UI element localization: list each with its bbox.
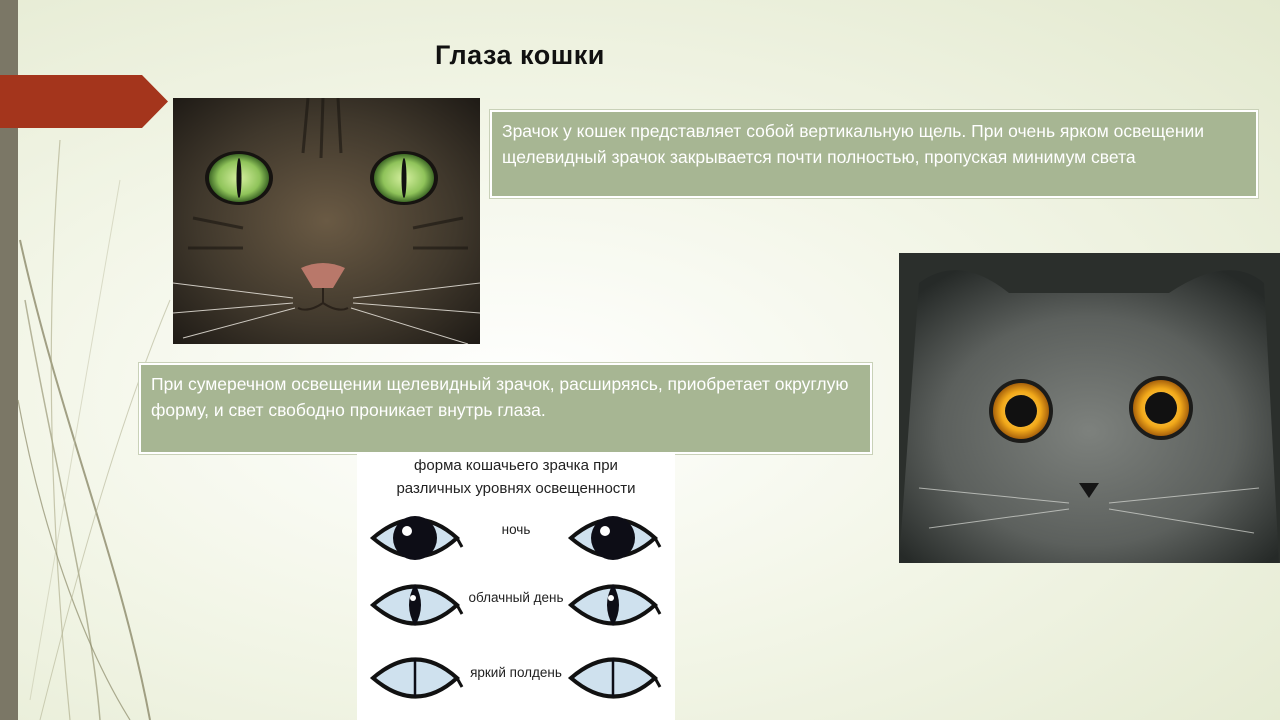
label-cloudy-day: облачный день xyxy=(468,590,564,605)
pupil-diagram xyxy=(357,452,675,720)
eye-night-left xyxy=(369,507,464,569)
tabby-cat-photo xyxy=(173,98,480,344)
bright-light-textbox: Зрачок у кошек представляет собой вертикальную щель. При очень ярком освещении щелевидный зрачок закрывается почти полностью, пропуская минимум света xyxy=(490,110,1258,198)
eye-night-right xyxy=(567,507,662,569)
dusk-light-textbox: При сумеречном освещении щелевидный зрачок, расширяясь, приобретает округлую форму, и свет свободно проникает внутрь глаза. xyxy=(139,363,872,454)
eye-noon-right xyxy=(567,647,662,709)
diagram-heading-line1: форма кошачьего зрачка при xyxy=(414,457,618,474)
label-bright-noon: яркий полдень xyxy=(470,665,562,680)
label-night: ночь xyxy=(501,522,531,537)
eye-cloudy-right xyxy=(567,574,662,636)
grey-cat-photo xyxy=(899,253,1280,563)
accent-arrow xyxy=(0,75,168,128)
eye-noon-left xyxy=(369,647,464,709)
eye-cloudy-left xyxy=(369,574,464,636)
slide-title: Глаза кошки xyxy=(435,40,605,70)
diagram-heading-line2: различных уровнях освещенности xyxy=(396,480,636,497)
